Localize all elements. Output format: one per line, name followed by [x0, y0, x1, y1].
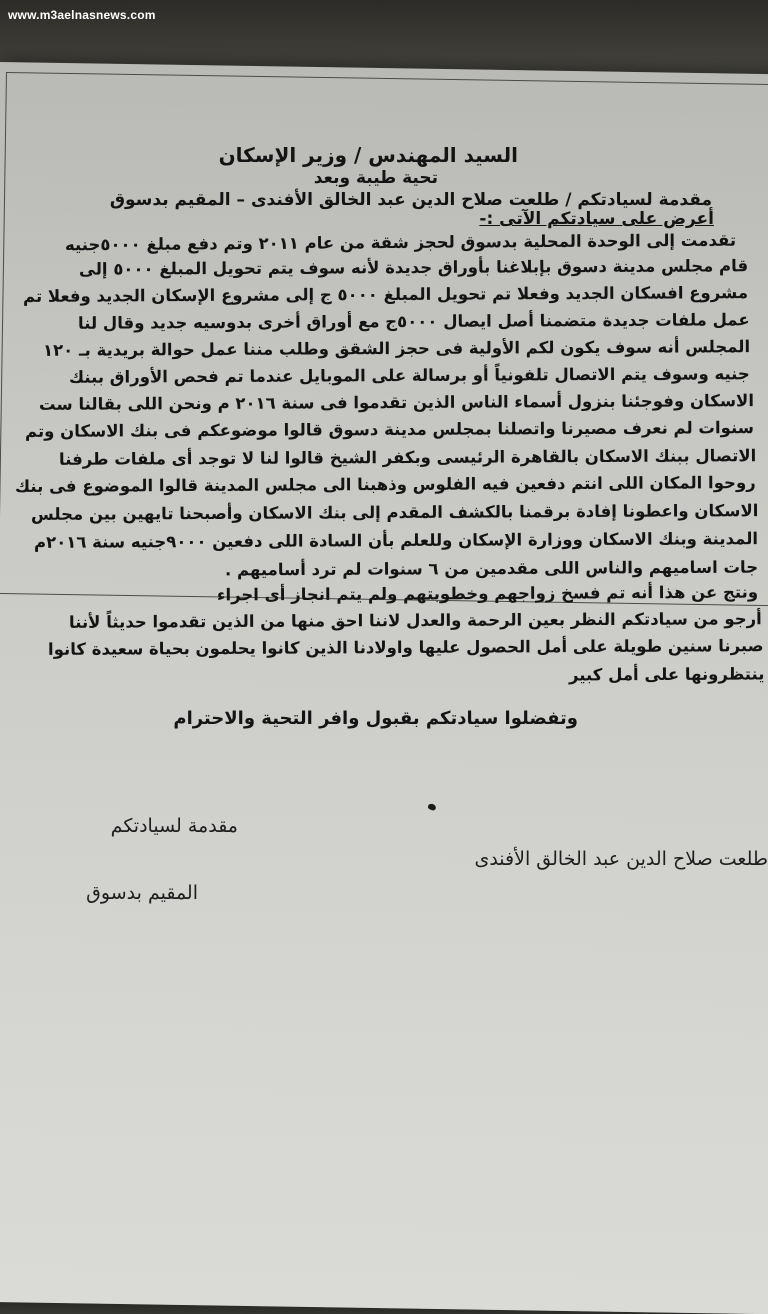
signature-label: مقدمة لسيادتكم — [110, 815, 238, 837]
signature-name: طلعت صلاح الدين عبد الخالق الأفندى — [474, 848, 768, 870]
body-line: المجلس أنه سوف يكون لكم الأولية فى حجز الشقق وطلب مننا عمل حوالة بريدية بـ ١٢٠ — [42, 337, 751, 360]
site-watermark: www.m3aelnasnews.com — [8, 8, 156, 22]
intro-line: أعرض على سيادتكم الآتى :- — [479, 209, 714, 229]
ink-dot — [427, 803, 437, 811]
body-line: ينتظرونها على أمل كبير — [568, 664, 765, 685]
body-line: المدينة وبنك الاسكان ووزارة الإسكان وللعلم بأن السادة اللى دفعين ٩٠٠٠جنيه سنة ٢٠١٦م — [33, 529, 759, 552]
signature-residence: المقيم بدسوق — [86, 882, 198, 904]
body-line: جنيه وسوف يتم الاتصال تلفونياً أو برسالة على الموبايل عندما تم فحص الأوراق ببنك — [69, 364, 751, 387]
body-line: سنوات لم نعرف مصيرنا واتصلنا بمجلس مدينة دسوق قالوا موضوعكم فى بنك الاسكان وتم — [25, 418, 755, 441]
greeting: تحية طيبة وبعد — [313, 168, 438, 188]
body-line: مشروع افسكان الجديد وفعلا تم تحويل المبلغ ٥٠٠٠ ج إلى مشروع الإسكان الجديد وفعلا تم — [22, 283, 749, 306]
body-line: عمل ملفات جديدة متضمنا أصل ايصال ٥٠٠٠ج مع أوراق أخرى بدوسيه جديد وقال لنا — [78, 310, 751, 333]
body-line: روحوا المكان اللى انتم دفعين فيه الفلوس وذهبنا الى مجلس المدينة قالوا الموضوع فى بنك — [15, 473, 757, 496]
body-line: ونتج عن هذا أنه تم فسخ زواجهم وخطوبتهم ولم يتم انجاز أى اجراء — [216, 582, 759, 605]
body-line: أرجو من سيادتكم النظر بعين الرحمة والعدل لاننا احق منها من الذين تقدموا حديثاً لأننا — [69, 609, 763, 632]
body-line: صبرنا سنين طويلة على أمل الحصول عليها واولادنا الذين كانوا يحلمون بحياة سعيدة كانوا — [48, 636, 765, 659]
body-line: قام مجلس مدينة دسوق بإبلاغنا بأوراق جديدة لأنه سوف يتم تحويل المبلغ ٥٠٠٠ إلى — [78, 256, 749, 279]
body-line: الاتصال ببنك الاسكان بالقاهرة الرئيسى وبكفر الشيخ قالوا لنا لا توجد أى ملفات طرفنا — [58, 446, 757, 469]
body-line: الاسكان وفوجئنا بنزول أسماء الناس الذين تقدموا فى سنة ٢٠١٦ م ونحن اللى بقالنا ست — [38, 391, 755, 414]
closing-line: وتفضلوا سيادتكم بقبول وافر التحية والاحترام — [173, 708, 578, 729]
recipient-heading: السيد المهندس / وزير الإسكان — [218, 143, 518, 167]
body-line: الاسكان واعطونا إفادة برقمنا بالكشف المقدم إلى بنك الاسكان وأصبحنا تايهين بين مجلس — [30, 501, 759, 524]
body-line: تقدمت إلى الوحدة المحلية بدسوق لحجز شقة من عام ٢٠١١ وتم دفع مبلغ ٥٠٠٠جنيه — [64, 230, 737, 255]
sender-line: مقدمة لسيادتكم / طلعت صلاح الدين عبد الخالق الأفندى – المقيم بدسوق — [109, 190, 712, 210]
body-line: جات اساميهم والناس اللى مقدمين من ٦ سنوات لم ترد أساميهم . — [224, 557, 759, 580]
